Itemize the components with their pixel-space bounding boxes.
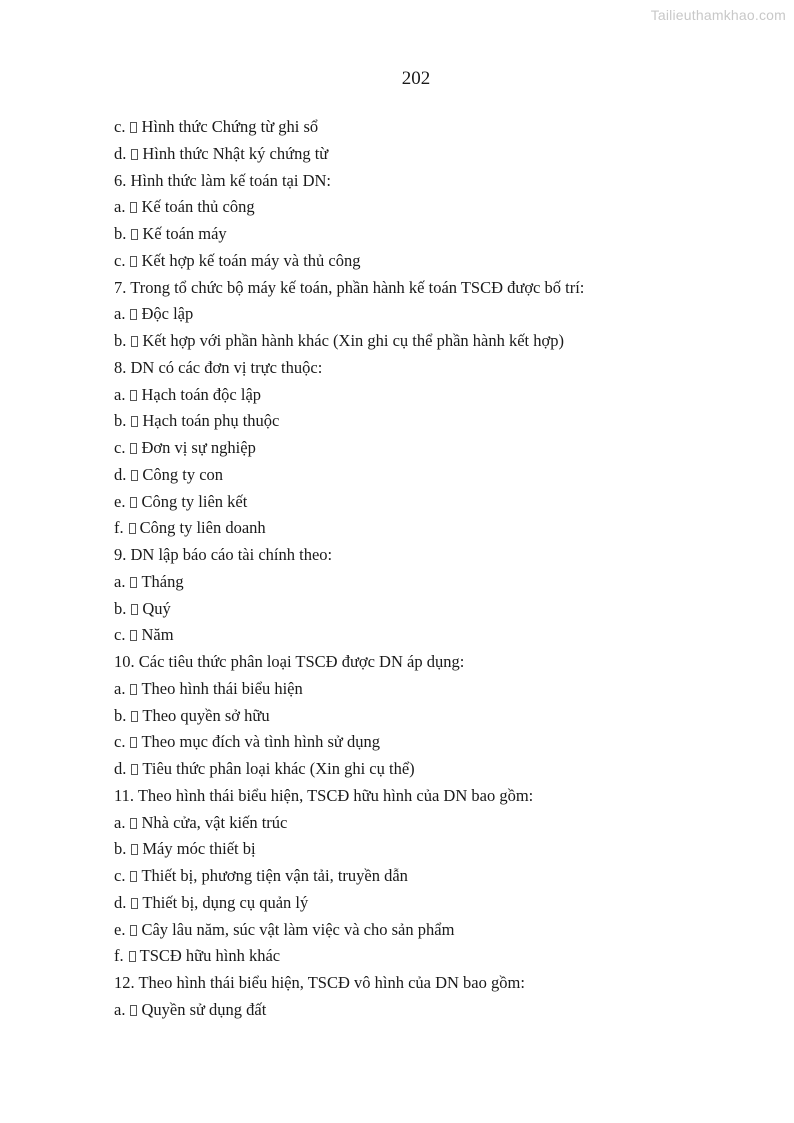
option-text: Quý (142, 598, 171, 618)
checkbox-icon[interactable] (130, 818, 137, 829)
option-letter: a. (114, 197, 126, 217)
checkbox-icon[interactable] (131, 844, 138, 855)
option-letter: d. (114, 143, 127, 163)
question-text: 6. Hình thức làm kế toán tại DN: (114, 170, 331, 190)
answer-option (114, 596, 754, 623)
option-text: Quyền sử dụng đất (141, 999, 267, 1019)
watermark: Tailieuthamkhao.com (650, 7, 786, 23)
option-letter: c. (114, 250, 126, 270)
option-text: Cây lâu năm, súc vật làm việc và cho sản phẩm (141, 919, 455, 939)
answer-option (114, 997, 754, 1024)
answer-option (114, 408, 754, 435)
option-text: Công ty liên kết (141, 491, 248, 511)
survey-content (114, 114, 754, 1024)
option-letter: c. (114, 438, 126, 457)
answer-option (114, 301, 754, 328)
option-letter: b. (114, 839, 127, 859)
answer-option (114, 943, 754, 970)
option-letter: d. (114, 759, 127, 778)
checkbox-icon[interactable] (130, 630, 137, 641)
option-letter: a. (114, 999, 126, 1019)
option-letter: c. (114, 732, 126, 752)
answer-option (114, 114, 754, 141)
option-text: Công ty liên doanh (139, 518, 266, 538)
answer-option (114, 194, 754, 221)
option-letter: d. (114, 892, 127, 912)
answer-option (114, 515, 754, 542)
answer-option (114, 676, 754, 703)
answer-option (114, 141, 754, 168)
checkbox-icon[interactable] (131, 336, 138, 347)
option-letter: f. (114, 518, 124, 538)
answer-option (114, 729, 754, 756)
question-heading (114, 970, 754, 997)
option-text: Kết hợp kế toán máy và thủ công (141, 250, 361, 270)
question-text: 12. Theo hình thái biểu hiện, TSCĐ vô hình của DN bao gồm: (114, 973, 525, 992)
answer-option (114, 435, 754, 462)
option-letter: a. (114, 678, 126, 698)
checkbox-icon[interactable] (130, 202, 137, 213)
option-letter: b. (114, 705, 127, 725)
option-text: Máy móc thiết bị (142, 839, 256, 859)
checkbox-icon[interactable] (131, 898, 138, 909)
option-letter: d. (114, 464, 127, 484)
answer-option (114, 863, 754, 890)
question-text: 8. DN có các đơn vị trực thuộc: (114, 357, 323, 377)
option-letter: c. (114, 117, 126, 136)
checkbox-icon[interactable] (130, 256, 137, 267)
checkbox-icon[interactable] (131, 229, 138, 240)
question-text: 7. Trong tổ chức bộ máy kế toán, phần hành kế toán TSCĐ được bố trí: (114, 277, 585, 297)
option-letter: e. (114, 919, 126, 939)
option-text: Kế toán máy (142, 224, 227, 243)
checkbox-icon[interactable] (130, 684, 137, 695)
question-heading (114, 168, 754, 195)
checkbox-icon[interactable] (131, 764, 138, 775)
option-text: Thiết bị, phương tiện vận tải, truyền dẫn (141, 866, 408, 885)
option-letter: c. (114, 625, 126, 645)
option-letter: a. (114, 812, 126, 832)
option-text: Hình thức Chứng từ ghi sổ (141, 117, 319, 136)
checkbox-icon[interactable] (131, 711, 138, 722)
question-heading (114, 649, 754, 676)
question-heading (114, 783, 754, 810)
checkbox-icon[interactable] (130, 309, 137, 320)
question-heading (114, 355, 754, 382)
option-text: Hình thức Nhật ký chứng từ (142, 143, 329, 163)
answer-option (114, 462, 754, 489)
question-text: 10. Các tiêu thức phân loại TSCĐ được DN áp dụng: (114, 652, 465, 671)
page-number: 202 (401, 68, 431, 89)
checkbox-icon[interactable] (130, 871, 137, 882)
answer-option (114, 917, 754, 944)
answer-option (114, 836, 754, 863)
answer-option (114, 810, 754, 837)
checkbox-icon[interactable] (130, 737, 137, 748)
checkbox-icon[interactable] (130, 122, 137, 133)
option-text: Đơn vị sự nghiệp (141, 438, 256, 457)
answer-option (114, 221, 754, 248)
checkbox-icon[interactable] (130, 925, 137, 936)
checkbox-icon[interactable] (131, 604, 138, 615)
answer-option (114, 703, 754, 730)
option-letter: b. (114, 598, 127, 618)
option-text: Hạch toán phụ thuộc (142, 411, 280, 431)
option-text: Hạch toán độc lập (141, 384, 262, 404)
answer-option (114, 489, 754, 516)
option-letter: a. (114, 384, 126, 404)
checkbox-icon[interactable] (131, 416, 138, 427)
option-letter: b. (114, 411, 127, 431)
option-text: Tháng (141, 571, 184, 591)
option-text: Theo hình thái biểu hiện (141, 678, 303, 698)
answer-option (114, 328, 754, 355)
question-text: 11. Theo hình thái biểu hiện, TSCĐ hữu hình của DN bao gồm: (114, 785, 534, 805)
option-text: Năm (141, 625, 174, 645)
answer-option (114, 622, 754, 649)
option-letter: e. (114, 491, 126, 511)
answer-option (114, 382, 754, 409)
answer-option (114, 248, 754, 275)
option-letter: f. (114, 946, 124, 966)
option-text: Thiết bị, dụng cụ quản lý (142, 892, 309, 912)
option-text: TSCĐ hữu hình khác (139, 946, 281, 966)
option-letter: a. (114, 304, 126, 324)
option-text: Kết hợp với phần hành khác (Xin ghi cụ thể phần hành kết hợp) (142, 331, 564, 350)
option-letter: b. (114, 224, 127, 243)
checkbox-icon[interactable] (131, 470, 138, 481)
option-text: Công ty con (142, 464, 224, 484)
checkbox-icon[interactable] (130, 1005, 137, 1016)
option-text: Theo quyền sở hữu (142, 705, 270, 725)
answer-option (114, 756, 754, 783)
checkbox-icon[interactable] (130, 497, 137, 508)
option-text: Kế toán thủ công (141, 197, 255, 217)
option-text: Tiêu thức phân loại khác (Xin ghi cụ thể) (142, 759, 415, 778)
question-text: 9. DN lập báo cáo tài chính theo: (114, 545, 333, 564)
option-letter: a. (114, 571, 126, 591)
question-heading (114, 275, 754, 302)
option-text: Theo mục đích và tình hình sử dụng (141, 732, 380, 752)
option-letter: c. (114, 866, 126, 885)
option-text: Độc lập (141, 304, 194, 324)
option-text: Nhà cửa, vật kiến trúc (141, 812, 288, 832)
checkbox-icon[interactable] (129, 523, 136, 534)
option-letter: b. (114, 331, 127, 350)
checkbox-icon[interactable] (131, 149, 138, 160)
checkbox-icon[interactable] (129, 951, 136, 962)
checkbox-icon[interactable] (130, 443, 137, 454)
checkbox-icon[interactable] (130, 390, 137, 401)
question-heading (114, 542, 754, 569)
answer-option (114, 569, 754, 596)
checkbox-icon[interactable] (130, 577, 137, 588)
answer-option (114, 890, 754, 917)
